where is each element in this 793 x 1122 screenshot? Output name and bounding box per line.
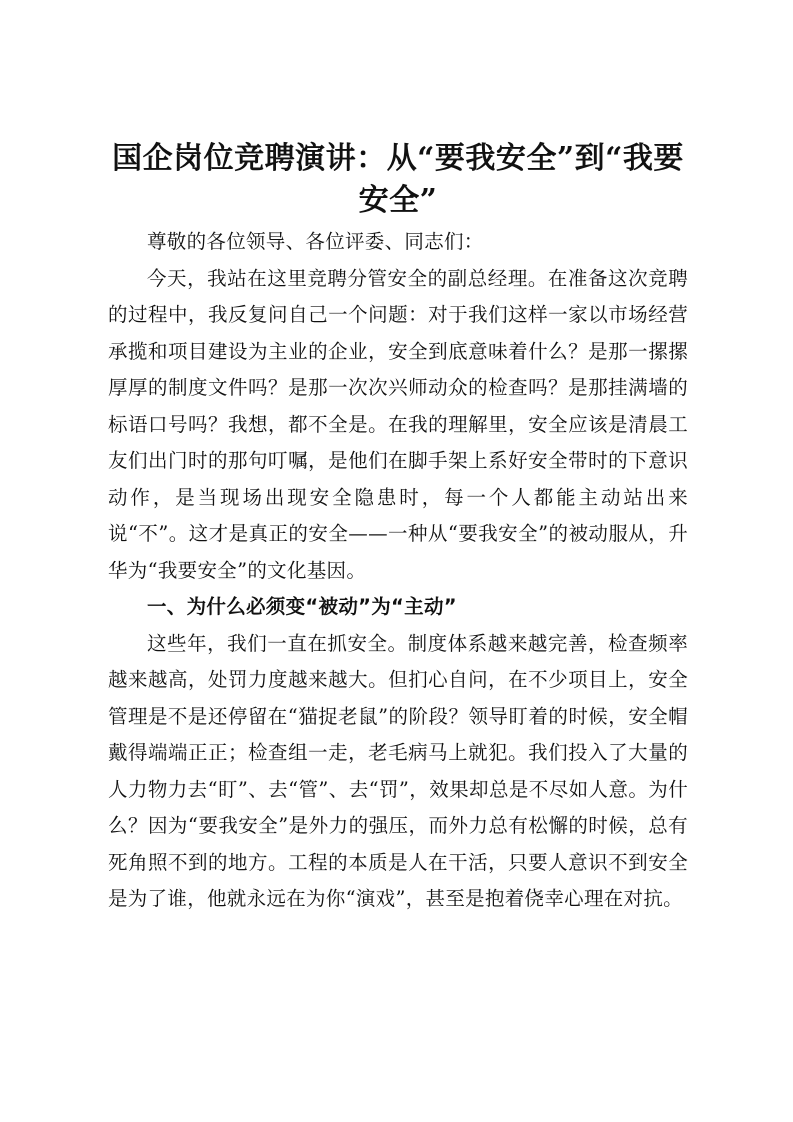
document-body bbox=[108, 138, 688, 918]
salutation: 尊敬的各位领导、各位评委、同志们： bbox=[147, 230, 484, 253]
paragraph-intro: 今天，我站在这里竞聘分管安全的副总经理。在准备这次竞聘的过程中，我反复问自己一个问题：对于我们这样一家以市场经营承揽和项目建设为主业的企业，安全到底意味着什么？是那一摞摞厚厚的制度文件吗？是那一次次兴师动众的检查吗？是那挂满墙的标语口号吗？我想，都不全是。在我的理解里，安全应该是清晨工友们出门时的那句叮嘱，是他们在脚手架上系好安全带时的下意识动作，是当现场出现安全隐患时，每一个人都能主动站出来说“不”。这才是真正的安全——一种从“要我安全”的被动服从，升华为“我要安全”的文化基因。 bbox=[108, 266, 688, 582]
section-heading-1: 一、为什么必须变“被动”为“主动” bbox=[147, 595, 457, 618]
document-title: 国企岗位竞聘演讲：从“要我安全”到“我要安全” bbox=[112, 141, 684, 218]
paragraph-section-1: 这些年，我们一直在抓安全。制度体系越来越完善，检查频率越来越高，处罚力度越来越大。但扪心自问，在不少项目上，安全管理是不是还停留在“猫捉老鼠”的阶段？领导盯着的时候，安全帽戴得端端正正；检查组一走，老毛病马上就犯。我们投入了大量的人力物力去“盯”、去“管”、去“罚”，效果却总是不尽如人意。为什么？因为“要我安全”是外力的强压，而外力总有松懈的时候，总有死角照不到的地方。工程的本质是人在干活，只要人意识不到安全是为了谁，他就永远在为你“演戏”，甚至是抱着侥幸心理在对抗。 bbox=[108, 631, 688, 910]
